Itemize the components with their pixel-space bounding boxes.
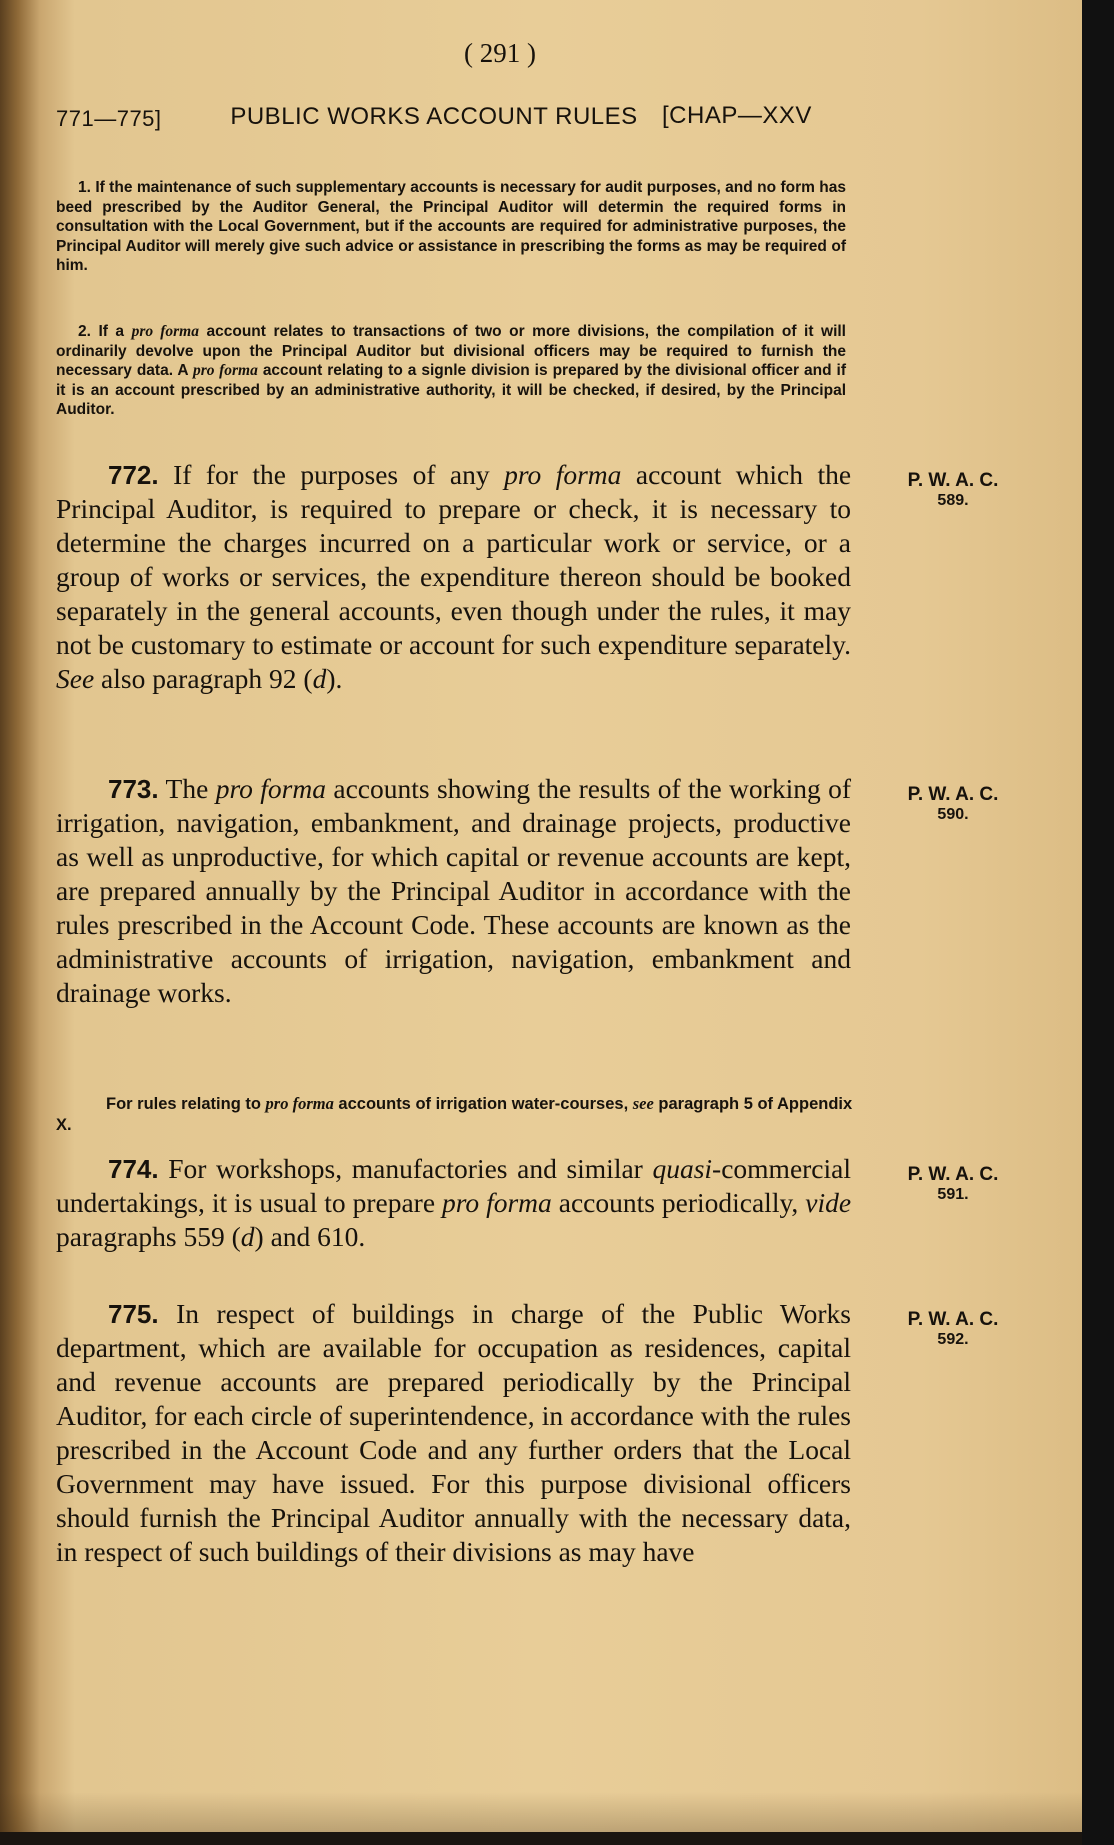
margin-reference-775: P. W. A. C. 592. [907, 1309, 999, 1348]
paragraph-number: 773. [108, 774, 159, 804]
page-number: ( 291 ) [464, 38, 536, 68]
note-2-text: 2. If a pro forma account relates to transactions of two or more divisions, the compilation of it will ordinarily devolve upon the Principal Auditor but divisional officers may be required to furnish the necessary data. A pro forma account relating to a signle division is prepared by the divisional officer and if it is an account prescribed by an administrative authority, it will be checked, if desired, by the Principal Auditor. [56, 323, 846, 418]
margin-reference-774: P. W. A. C. 591. [907, 1164, 999, 1203]
paragraph-number: 774. [108, 1154, 159, 1184]
paragraph-773: 773. The pro forma accounts showing the results of the working of irrigation, navigation, embankment, and drainage projects, productive as well as unproductive, for which capital or revenue accounts are kept, are prepared annually by the Principal Auditor in accordance with the rules prescribed in the Account Code. These accounts are known as the administrative accounts of irrigation, navigation, embankment and drainage works. [56, 773, 852, 1008]
note-2 [56, 322, 846, 420]
paragraph-number: 772. [108, 460, 159, 490]
paragraph-number: 775. [108, 1299, 159, 1329]
margin-reference-773: P. W. A. C. 590. [907, 784, 999, 823]
header-chapter: [CHAP—XXV [662, 102, 812, 129]
header-title: PUBLIC WORKS ACCOUNT RULES [230, 103, 638, 130]
footnote: For rules relating to pro forma accounts of irrigation water-courses, see paragraph 5 of Appendix X. [56, 1094, 853, 1134]
paragraph-772: 772. If for the purposes of any pro forma account which the Principal Auditor, is required to prepare or check, it is necessary to determine the charges incurred on a particular work or service, or a group of works or services, the expenditure thereon should be booked separately in the general accounts, even though under the rules, it may not be customary to estimate or account for such expenditure separately. See also paragraph 92 (d). [56, 459, 852, 694]
paragraph-775: 775. In respect of buildings in charge of the Public Works department, which are available for occupation as residences, capital and revenue accounts are prepared periodically by the Principal Auditor, for each circle of superintendence, in accordance with the rules prescribed in the Account Code and any further orders that the Local Government may have issued. For this purpose divisional officers should furnish the Principal Auditor annually with the necessary data, in respect of such buildings of their divisions as may have [56, 1298, 851, 1567]
page-edge-shadow [1082, 0, 1114, 1845]
header-paragraph-range: 771—775] [56, 106, 162, 131]
margin-reference-772: P. W. A. C. 589. [907, 470, 999, 509]
note-1 [56, 178, 846, 276]
note-1-text: 1. If the maintenance of such supplementary accounts is necessary for audit purposes, and no form has beed prescribed by the Auditor General, the Principal Auditor will determin the required forms in consultation with the Local Government, but if the accounts are required for administrative purposes, the Principal Auditor will merely give such advice or assistance in prescribing the forms as may be required of him. [56, 179, 846, 274]
paragraph-774: 774. For workshops, manufactories and similar quasi-commercial undertakings, it is usual to prepare pro forma accounts periodically, vide paragraphs 559 (d) and 610. [56, 1153, 852, 1252]
